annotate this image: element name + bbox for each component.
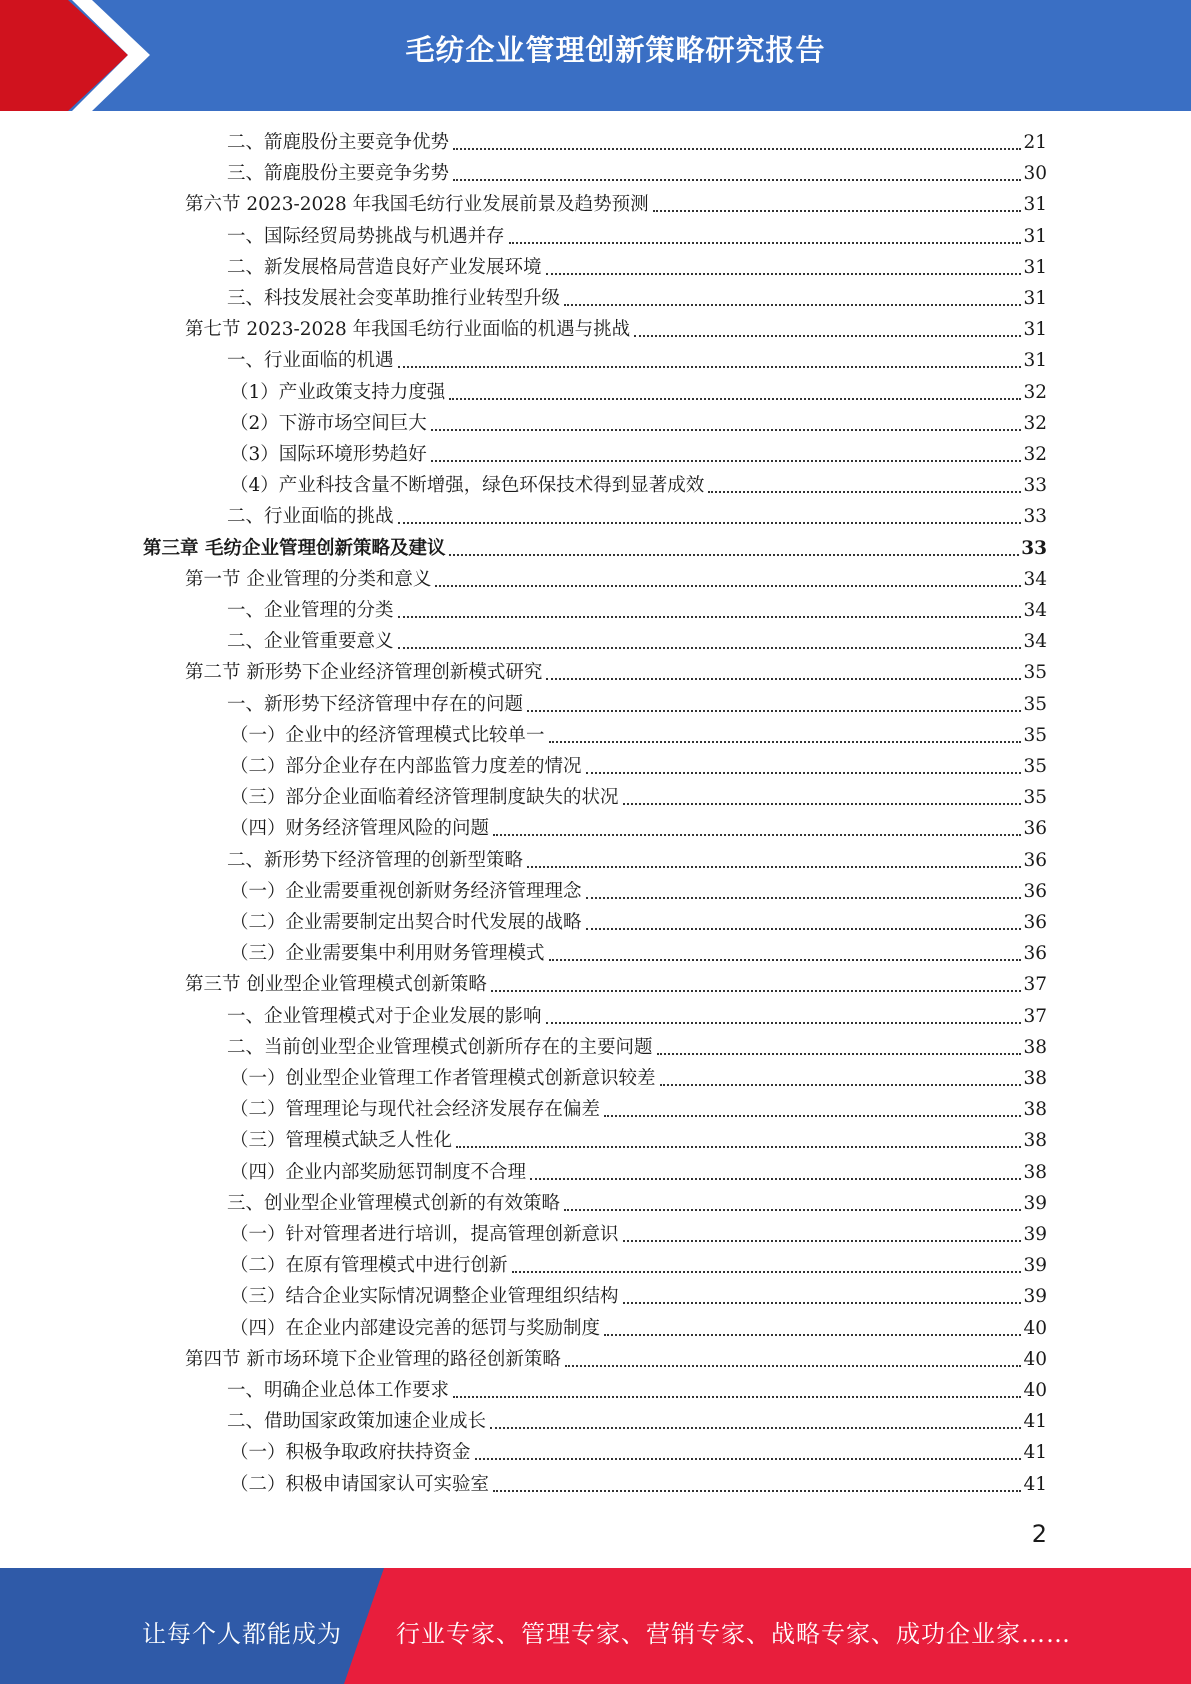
toc-entry-title: 一、企业管理模式对于企业发展的影响: [227, 1005, 542, 1027]
toc-entry[interactable]: [227, 283, 1047, 314]
toc-dot-leader: [586, 927, 1022, 930]
toc-entry-page: 39: [1023, 1224, 1047, 1245]
toc-entry-title: 二、新发展格局营造良好产业发展环境: [227, 256, 542, 278]
toc-entry-page: 38: [1023, 1036, 1047, 1058]
toc-entry-title: 一、新形势下经济管理中存在的问题: [227, 693, 524, 715]
toc-entry-page: 36: [1023, 849, 1047, 871]
toc-entry-page: 33: [1023, 506, 1047, 528]
toc-entry-title: （2）下游市场空间巨大: [230, 412, 427, 434]
toc-entry-title: （一）积极争取政府扶持资金: [230, 1442, 471, 1464]
toc-entry-title: 一、国际经贸局势挑战与机遇并存: [227, 225, 505, 247]
toc-entry-title: 二、当前创业型企业管理模式创新所存在的主要问题: [227, 1036, 653, 1058]
toc-entry-title: 一、明确企业总体工作要求: [227, 1380, 450, 1401]
toc-dot-leader: [431, 459, 1022, 462]
toc-dot-leader: [660, 1083, 1022, 1086]
toc-entry[interactable]: [227, 689, 1047, 720]
page-number: 2: [1031, 1520, 1047, 1548]
toc-dot-leader: [456, 1145, 1021, 1148]
toc-entry-page: 33: [1023, 475, 1047, 497]
toc-entry-page: 40: [1023, 1348, 1047, 1370]
toc-dot-leader: [490, 1426, 1021, 1429]
toc-dot-leader: [530, 1177, 1021, 1180]
toc-entry-title: 第二节 新形势下企业经济管理创新模式研究: [185, 662, 543, 684]
toc-entry[interactable]: [227, 1032, 1047, 1063]
toc-entry[interactable]: [227, 501, 1047, 532]
toc-entry-title: （一）企业需要重视创新财务经济管理理念: [230, 880, 582, 902]
toc-entry-page: 31: [1023, 288, 1047, 309]
page-header: [0, 0, 1191, 111]
toc-dot-leader: [623, 1301, 1022, 1304]
toc-entry-title: （一）针对管理者进行培训，提高管理创新意识: [230, 1224, 619, 1245]
toc-entry-title: （四）企业内部奖励惩罚制度不合理: [230, 1161, 527, 1183]
toc-entry[interactable]: [227, 252, 1047, 283]
toc-entry[interactable]: [185, 969, 1047, 1000]
toc-entry-page: 38: [1023, 1099, 1047, 1121]
toc-entry[interactable]: [230, 751, 1047, 782]
toc-entry-page: 30: [1023, 163, 1047, 185]
toc-entry-title: 三、科技发展社会变革助推行业转型升级: [227, 288, 561, 309]
footer-slogan-left: 让每个人都能成为: [142, 1620, 342, 1648]
toc-dot-leader: [435, 584, 1021, 587]
toc-dot-leader: [634, 334, 1021, 337]
toc-dot-leader: [623, 1239, 1022, 1242]
toc-entry-page: 31: [1023, 194, 1047, 216]
toc-entry[interactable]: [230, 1437, 1047, 1468]
toc-entry-title: （四）在企业内部建设完善的惩罚与奖励制度: [230, 1317, 601, 1339]
toc-entry[interactable]: [185, 1344, 1047, 1375]
toc-entry-page: 35: [1023, 662, 1047, 684]
toc-dot-leader: [453, 1395, 1021, 1398]
toc-dot-leader: [623, 802, 1022, 805]
report-title: 毛纺企业管理创新策略研究报告: [405, 33, 826, 67]
toc-entry-page: 34: [1023, 568, 1047, 590]
toc-entry-title: （3）国际环境形势趋好: [230, 444, 427, 465]
toc-entry-title: 二、行业面临的挑战: [227, 506, 394, 528]
toc-entry-title: 二、箭鹿股份主要竞争优势: [227, 132, 450, 153]
toc-entry-page: 39: [1023, 1255, 1047, 1277]
toc-entry-page: 36: [1023, 818, 1047, 840]
toc-entry-page: 35: [1023, 724, 1047, 746]
toc-entry-title: （三）管理模式缺乏人性化: [230, 1130, 453, 1152]
toc-entry-page: 37: [1023, 1005, 1047, 1027]
toc-entry[interactable]: [143, 533, 1047, 564]
toc-entry[interactable]: [227, 221, 1047, 252]
toc-entry-title: （二）积极申请国家认可实验室: [230, 1473, 490, 1495]
toc-entry[interactable]: [185, 564, 1047, 595]
toc-entry[interactable]: [230, 813, 1047, 844]
toc-entry-title: 第一节 企业管理的分类和意义: [185, 568, 432, 590]
toc-entry-page: 36: [1023, 943, 1047, 965]
toc-entry-page: 41: [1023, 1442, 1047, 1464]
toc-entry-page: 34: [1023, 600, 1047, 621]
toc-dot-leader: [546, 1021, 1022, 1024]
toc-entry-title: 二、新形势下经济管理的创新型策略: [227, 849, 524, 871]
toc-entry[interactable]: [230, 439, 1047, 470]
toc-entry[interactable]: [230, 782, 1047, 813]
toc-entry-title: （1）产业政策支持力度强: [230, 381, 446, 403]
toc-entry-title: （一）创业型企业管理工作者管理模式创新意识较差: [230, 1068, 656, 1089]
toc-entry[interactable]: [227, 127, 1047, 158]
toc-entry-page: 37: [1023, 974, 1047, 996]
toc-entry-title: 第四节 新市场环境下企业管理的路径创新策略: [185, 1348, 561, 1370]
toc-entry-page: 31: [1023, 225, 1047, 247]
toc-dot-leader: [493, 833, 1021, 836]
toc-entry-page: 36: [1023, 880, 1047, 902]
toc-entry-title: （4）产业科技含量不断增强，绿色环保技术得到显著成效: [230, 475, 705, 497]
toc-dot-leader: [565, 1364, 1022, 1367]
toc-entry-page: 38: [1023, 1130, 1047, 1152]
toc-dot-leader: [546, 677, 1021, 680]
toc-entry-title: （三）结合企业实际情况调整企业管理组织结构: [230, 1286, 619, 1308]
toc-entry[interactable]: [230, 1469, 1047, 1500]
toc-entry-title: 一、行业面临的机遇: [227, 350, 394, 372]
toc-entry-title: （三）企业需要集中利用财务管理模式: [230, 943, 545, 965]
toc-entry-page: 39: [1023, 1192, 1047, 1214]
toc-entry[interactable]: [185, 314, 1047, 345]
toc-dot-leader: [564, 303, 1021, 306]
toc-dot-leader: [708, 490, 1021, 493]
toc-entry-title: 一、企业管理的分类: [227, 600, 394, 621]
toc-entry[interactable]: [230, 1219, 1047, 1250]
toc-entry-page: 35: [1023, 756, 1047, 777]
toc-dot-leader: [398, 365, 1022, 368]
toc-dot-leader: [549, 958, 1022, 961]
toc-dot-leader: [549, 740, 1022, 743]
toc-entry-title: （四）财务经济管理风险的问题: [230, 818, 490, 840]
toc-dot-leader: [527, 709, 1021, 712]
toc-dot-leader: [398, 646, 1022, 649]
toc-entry-title: （二）在原有管理模式中进行创新: [230, 1255, 508, 1277]
toc-entry[interactable]: [185, 657, 1047, 688]
toc-entry-title: 二、企业管重要意义: [227, 631, 394, 653]
toc-entry-title: 第六节 2023-2028 年我国毛纺行业发展前景及趋势预测: [185, 194, 649, 216]
toc-entry[interactable]: [230, 907, 1047, 938]
toc-entry[interactable]: [227, 1406, 1047, 1437]
toc-dot-leader: [657, 1052, 1022, 1055]
toc-entry[interactable]: [227, 595, 1047, 626]
toc-entry[interactable]: [230, 470, 1047, 501]
toc-entry[interactable]: [230, 377, 1047, 408]
toc-dot-leader: [586, 771, 1022, 774]
toc-dot-leader: [431, 428, 1022, 431]
toc-dot-leader: [604, 1114, 1021, 1117]
toc-dot-leader: [449, 397, 1021, 400]
toc-entry[interactable]: [230, 1094, 1047, 1125]
footer-slogan-right: 行业专家、管理专家、营销专家、战略专家、成功企业家……: [396, 1620, 1071, 1648]
toc-dot-leader: [398, 521, 1022, 524]
toc-entry-title: 第三节 创业型企业管理模式创新策略: [185, 974, 487, 996]
toc-dot-leader: [493, 1489, 1021, 1492]
toc-entry[interactable]: [227, 626, 1047, 657]
toc-entry-page: 33: [1021, 537, 1047, 559]
toc-entry-page: 41: [1023, 1473, 1047, 1495]
toc-dot-leader: [475, 1457, 1022, 1460]
toc-dot-leader: [512, 1270, 1022, 1273]
toc-entry-page: 35: [1023, 787, 1047, 809]
toc-entry-title: （三）部分企业面临着经济管理制度缺失的状况: [230, 787, 619, 809]
toc-entry-title: （一）企业中的经济管理模式比较单一: [230, 724, 545, 746]
toc-entry[interactable]: [230, 1125, 1047, 1156]
toc-dot-leader: [527, 865, 1021, 868]
toc-entry[interactable]: [227, 1375, 1047, 1406]
toc-entry-page: 38: [1023, 1161, 1047, 1183]
toc-entry[interactable]: [230, 938, 1047, 969]
toc-entry[interactable]: [230, 876, 1047, 907]
toc-entry-page: 36: [1023, 912, 1047, 933]
toc-entry-page: 41: [1023, 1411, 1047, 1433]
toc-entry-page: 31: [1023, 319, 1047, 341]
toc-entry-page: 21: [1023, 132, 1047, 153]
toc-dot-leader: [453, 178, 1021, 181]
toc-entry[interactable]: [227, 845, 1047, 876]
toc-dot-leader: [491, 989, 1022, 992]
toc-entry-page: 32: [1023, 412, 1047, 434]
toc-entry[interactable]: [230, 1281, 1047, 1312]
toc-entry-page: 32: [1023, 381, 1047, 403]
toc-entry-title: （二）部分企业存在内部监管力度差的情况: [230, 756, 582, 777]
toc-entry-title: （二）管理理论与现代社会经济发展存在偏差: [230, 1099, 601, 1121]
toc-entry-title: 三、创业型企业管理模式创新的有效策略: [227, 1192, 561, 1214]
toc-dot-leader: [509, 241, 1022, 244]
toc-entry[interactable]: [230, 1157, 1047, 1188]
toc-entry[interactable]: [227, 1188, 1047, 1219]
toc-entry-page: 32: [1023, 444, 1047, 465]
toc-entry-page: 31: [1023, 350, 1047, 372]
toc-dot-leader: [564, 1208, 1021, 1211]
toc-entry-title: 第三章 毛纺企业管理创新策略及建议: [143, 537, 446, 559]
toc-dot-leader: [449, 553, 1019, 556]
toc-dot-leader: [398, 615, 1022, 618]
toc-entry-title: 第七节 2023-2028 年我国毛纺行业面临的机遇与挑战: [185, 319, 631, 341]
page-footer: [0, 1568, 1191, 1684]
toc-dot-leader: [653, 209, 1022, 212]
toc-entry-page: 34: [1023, 631, 1047, 653]
toc-entry-title: （二）企业需要制定出契合时代发展的战略: [230, 912, 582, 933]
toc-entry[interactable]: [230, 1250, 1047, 1281]
toc-entry[interactable]: [227, 1001, 1047, 1032]
toc-dot-leader: [546, 272, 1022, 275]
toc-entry-page: 35: [1023, 693, 1047, 715]
toc-entry-page: 31: [1023, 256, 1047, 278]
toc-entry[interactable]: [230, 1313, 1047, 1344]
toc-entry-page: 40: [1023, 1380, 1047, 1401]
toc-entry-page: 38: [1023, 1068, 1047, 1089]
toc-entry[interactable]: [227, 345, 1047, 376]
toc-entry[interactable]: [230, 1063, 1047, 1094]
toc-entry-page: 40: [1023, 1317, 1047, 1339]
toc-dot-leader: [604, 1333, 1021, 1336]
toc-dot-leader: [453, 147, 1021, 150]
toc-entry-title: 二、借助国家政策加速企业成长: [227, 1411, 487, 1433]
toc-dot-leader: [586, 896, 1022, 899]
toc-entry[interactable]: [230, 408, 1047, 439]
toc-entry-page: 39: [1023, 1286, 1047, 1308]
toc-entry[interactable]: [227, 158, 1047, 189]
toc-entry[interactable]: [185, 189, 1047, 220]
toc-entry[interactable]: [230, 720, 1047, 751]
toc-entry-title: 三、箭鹿股份主要竞争劣势: [227, 163, 450, 185]
